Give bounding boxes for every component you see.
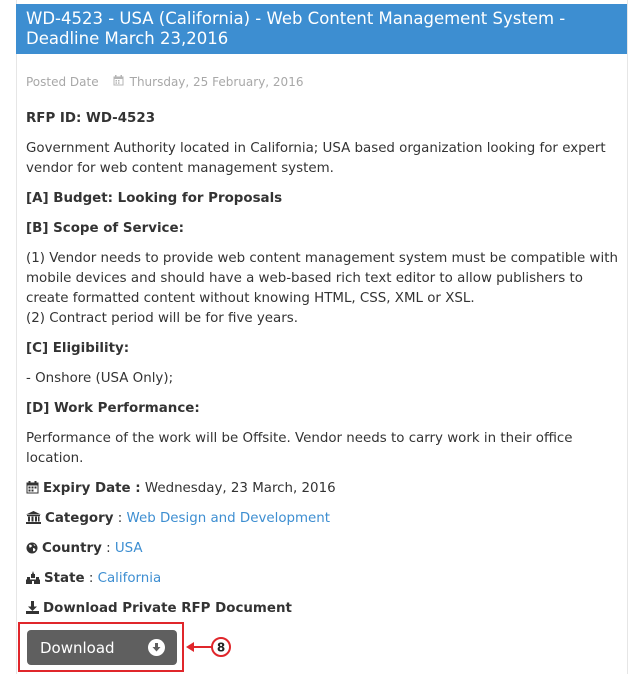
country-link[interactable]: USA [114,541,143,556]
rfp-id: RFP ID: WD-4523 [26,111,156,126]
posted-date-label: Posted Date [26,75,99,89]
category-row [26,509,330,531]
expiry-row [26,479,336,501]
category-link[interactable]: Web Design and Development [126,511,331,526]
callout-annotation [186,636,232,658]
state-label: State [44,571,85,586]
country-row [26,539,143,561]
country-sep: : [101,541,115,556]
expiry-value: Wednesday, 23 March, 2016 [144,481,336,496]
scope-heading: [B] Scope of Service: [26,221,184,236]
performance-heading: [D] Work Performance: [26,401,200,416]
download-doc-label: Download Private RFP Document [43,601,292,616]
calendar-icon [26,481,39,501]
posted-date-value: Thursday, 25 February, 2016 [129,75,304,89]
download-button[interactable] [27,630,177,665]
page-title: WD-4523 - USA (California) - Web Content Management System - Deadline March 23,2016 [16,4,627,54]
country-label: Country [42,541,102,556]
download-button-label: Download [40,638,115,657]
callout-number: 8 [216,640,226,655]
state-link[interactable]: California [97,571,162,586]
arrow-down-circle-icon [148,639,165,656]
budget-heading: [A] Budget: Looking for Proposals [26,191,283,206]
intro-text: Government Authority located in California; USA based organization looking for expert vendor for web content management system. [26,141,606,176]
eligibility-text: - Onshore (USA Only); [26,371,174,386]
eligibility-heading: [C] Eligibility: [26,341,130,356]
globe-icon [26,541,38,561]
expiry-label: Expiry Date : [43,481,141,496]
castle-icon [26,571,40,591]
scope-item-1: (1) Vendor needs to provide web content management system must be compatible with mobile devices and should have a web-based rich text editor to allow publishers to create formatted content without knowing HTML, CSS, XML or XSL. [26,251,618,306]
calendar-icon [113,75,124,89]
state-row [26,569,161,591]
performance-text: Performance of the work will be Offsite. Vendor needs to carry work in their office location. [26,431,573,466]
posted-date-row [26,75,303,89]
bank-icon [26,511,41,531]
state-sep: : [84,571,98,586]
category-sep: : [113,511,127,526]
category-label: Category [45,511,114,526]
scope-item-2: (2) Contract period will be for five years. [26,311,298,326]
download-icon [26,601,39,621]
download-doc-row [26,599,292,621]
